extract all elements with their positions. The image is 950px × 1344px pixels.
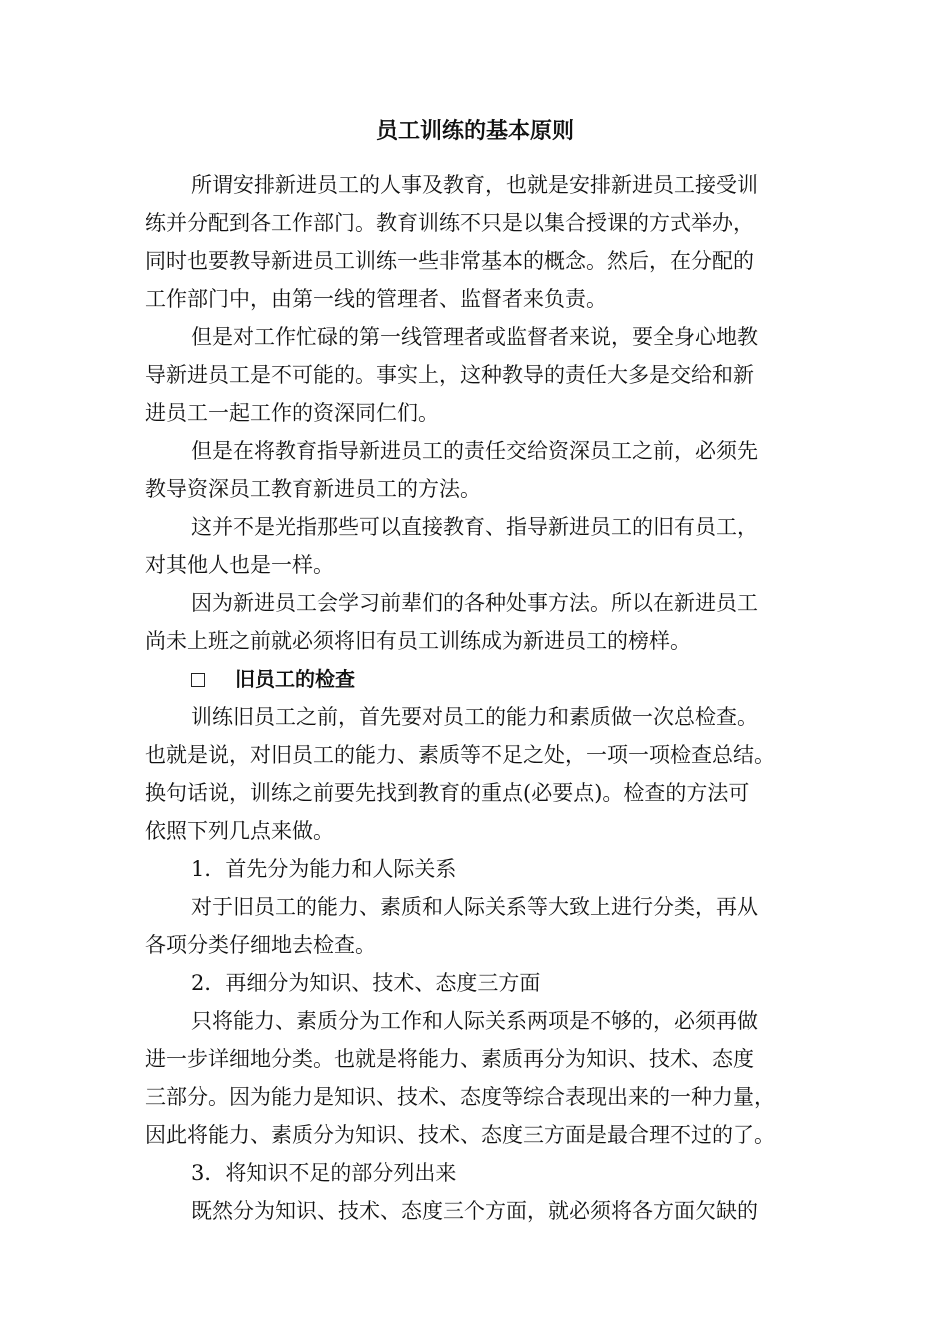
paragraph-line: 对其他人也是一样。 — [145, 553, 334, 577]
numbered-item-heading: 2．再细分为知识、技术、态度三方面 — [191, 971, 541, 995]
paragraph-line: 工作部门中，由第一线的管理者、监督者来负责。 — [145, 287, 607, 311]
paragraph-line: 教导资深员工教育新进员工的方法。 — [145, 477, 481, 501]
paragraph-line: 依照下列几点来做。 — [145, 819, 334, 843]
numbered-item-heading: 3．将知识不足的部分列出来 — [191, 1161, 457, 1185]
paragraph-line: 但是对工作忙碌的第一线管理者或监督者来说，要全身心地教 — [191, 325, 758, 349]
paragraph-line: 练并分配到各工作部门。教育训练不只是以集合授课的方式举办， — [145, 211, 754, 235]
paragraph-line: 同时也要教导新进员工训练一些非常基本的概念。然后，在分配的 — [145, 249, 754, 273]
paragraph-line: 三部分。因为能力是知识、技术、态度等综合表现出来的一种力量， — [145, 1085, 775, 1109]
paragraph-line: 进员工一起工作的资深同仁们。 — [145, 401, 439, 425]
numbered-item-heading: 1．首先分为能力和人际关系 — [191, 857, 457, 881]
section-heading-text: 旧员工的检查 — [235, 667, 355, 691]
checkbox-icon — [191, 673, 205, 687]
paragraph-line: 尚未上班之前就必须将旧有员工训练成为新进员工的榜样。 — [145, 629, 691, 653]
document-title: 员工训练的基本原则 — [375, 119, 574, 144]
paragraph-line: 但是在将教育指导新进员工的责任交给资深员工之前，必须先 — [191, 439, 758, 463]
paragraph-line: 既然分为知识、技术、态度三个方面，就必须将各方面欠缺的 — [191, 1199, 758, 1223]
paragraph-line: 导新进员工是不可能的。事实上，这种教导的责任大多是交给和新 — [145, 363, 754, 387]
paragraph-line: 因此将能力、素质分为知识、技术、态度三方面是最合理不过的了。 — [145, 1123, 775, 1147]
paragraph-line: 这并不是光指那些可以直接教育、指导新进员工的旧有员工， — [191, 515, 758, 539]
paragraph-line: 训练旧员工之前，首先要对员工的能力和素质做一次总检查。 — [191, 705, 758, 729]
document-body — [145, 166, 825, 1230]
paragraph-line: 只将能力、素质分为工作和人际关系两项是不够的，必须再做 — [191, 1009, 758, 1033]
paragraph-line: 所谓安排新进员工的人事及教育，也就是安排新进员工接受训 — [191, 173, 758, 197]
section-heading — [145, 660, 825, 698]
paragraph-line: 因为新进员工会学习前辈们的各种处事方法。所以在新进员工 — [191, 591, 758, 615]
paragraph-line: 也就是说，对旧员工的能力、素质等不足之处，一项一项检查总结。 — [145, 743, 775, 767]
paragraph-line: 对于旧员工的能力、素质和人际关系等大致上进行分类，再从 — [191, 895, 758, 919]
paragraph-line: 各项分类仔细地去检查。 — [145, 933, 376, 957]
paragraph-line: 换句话说，训练之前要先找到教育的重点(必要点)。检查的方法可 — [145, 781, 750, 805]
paragraph-line: 进一步详细地分类。也就是将能力、素质再分为知识、技术、态度 — [145, 1047, 754, 1071]
